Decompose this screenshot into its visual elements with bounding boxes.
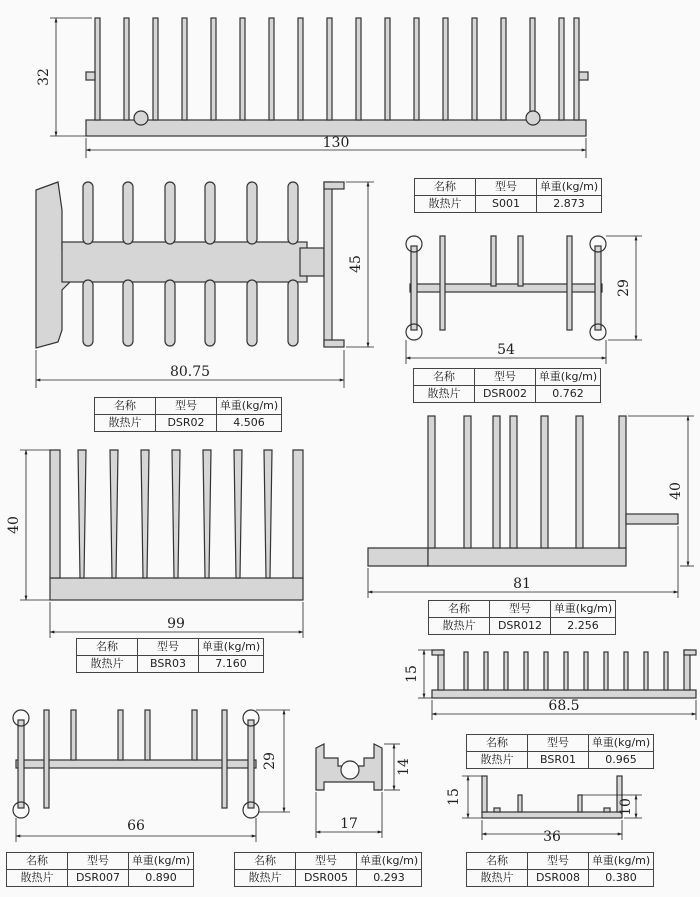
spec-table-dsr005: [234, 852, 422, 887]
dim-dsr008-height: 15: [446, 788, 462, 806]
profile-s001: [86, 18, 588, 136]
cell-model: DSR005: [296, 870, 357, 887]
dim-dsr002-height: 29: [616, 279, 632, 297]
header-weight: 单重(kg/m): [129, 853, 194, 870]
cell-weight: 7.160: [199, 656, 264, 673]
profile-dsr02: [36, 182, 344, 348]
profile-dsr008: [482, 776, 622, 818]
header-model: 型号: [475, 369, 536, 386]
header-name: 名称: [77, 639, 138, 656]
header-model: 型号: [138, 639, 199, 656]
header-model: 型号: [528, 853, 589, 870]
cell-name: 散热片: [7, 870, 68, 887]
dim-dsr02-width: 80.75: [169, 364, 211, 380]
dim-bsr01-height: 15: [404, 665, 420, 683]
cell-weight: 2.873: [537, 196, 602, 213]
profile-bsr03: [50, 450, 303, 600]
cell-weight: 2.256: [551, 618, 616, 635]
dim-s001-width: 130: [322, 135, 350, 151]
header-name: 名称: [7, 853, 68, 870]
header-name: 名称: [467, 853, 528, 870]
header-weight: 单重(kg/m): [551, 601, 616, 618]
cell-name: 散热片: [415, 196, 476, 213]
cell-weight: 0.380: [589, 870, 654, 887]
header-name: 名称: [467, 735, 528, 752]
header-name: 名称: [95, 398, 156, 415]
spec-table-dsr012: [428, 600, 616, 635]
cell-name: 散热片: [467, 752, 528, 769]
dim-dsr02-height: 45: [348, 255, 364, 273]
profile-dsr012: [368, 416, 678, 566]
profile-bsr01: [432, 650, 696, 698]
cell-model: DSR02: [156, 415, 217, 432]
dim-s001-height: 32: [36, 68, 52, 86]
dim-dsr007-width: 66: [127, 818, 145, 834]
cell-weight: 0.890: [129, 870, 194, 887]
header-model: 型号: [490, 601, 551, 618]
dim-bsr01-width: 68.5: [548, 698, 580, 714]
header-weight: 单重(kg/m): [589, 853, 654, 870]
spec-table-dsr007: [6, 852, 194, 887]
spec-table-dsr002: [413, 368, 601, 403]
dim-dsr012-height: 40: [668, 482, 684, 500]
header-weight: 单重(kg/m): [589, 735, 654, 752]
spec-table-dsr02: [94, 397, 282, 432]
cell-name: 散热片: [467, 870, 528, 887]
cell-name: 散热片: [414, 386, 475, 403]
header-name: 名称: [235, 853, 296, 870]
profile-dsr005: [316, 744, 382, 790]
cell-name: 散热片: [429, 618, 490, 635]
dim-dsr005-height: 14: [396, 758, 412, 776]
spec-table-dsr008: [466, 852, 654, 887]
header-model: 型号: [296, 853, 357, 870]
cell-model: BSR03: [138, 656, 199, 673]
header-weight: 单重(kg/m): [217, 398, 282, 415]
spec-table-bsr01: [466, 734, 654, 769]
header-model: 型号: [476, 179, 537, 196]
spec-table-s001: [414, 178, 602, 213]
dim-dsr005-width: 17: [340, 816, 358, 832]
cell-weight: 0.762: [536, 386, 601, 403]
cell-name: 散热片: [235, 870, 296, 887]
header-name: 名称: [429, 601, 490, 618]
cell-weight: 4.506: [217, 415, 282, 432]
cell-name: 散热片: [77, 656, 138, 673]
dim-dsr008-width: 36: [543, 829, 561, 845]
cell-weight: 0.965: [589, 752, 654, 769]
dim-dsr007-height: 29: [262, 752, 278, 770]
header-model: 型号: [528, 735, 589, 752]
header-model: 型号: [68, 853, 129, 870]
dim-bsr03-width: 99: [167, 616, 185, 632]
header-weight: 单重(kg/m): [536, 369, 601, 386]
cell-name: 散热片: [95, 415, 156, 432]
cell-model: DSR007: [68, 870, 129, 887]
cell-model: S001: [476, 196, 537, 213]
cell-model: DSR012: [490, 618, 551, 635]
header-name: 名称: [415, 179, 476, 196]
profile-dsr007: [13, 710, 259, 818]
header-name: 名称: [414, 369, 475, 386]
dim-bsr03-height: 40: [6, 516, 22, 534]
cell-model: DSR002: [475, 386, 536, 403]
dim-dsr012-width: 81: [513, 576, 531, 592]
header-weight: 单重(kg/m): [537, 179, 602, 196]
cell-model: DSR008: [528, 870, 589, 887]
dim-dsr008-inner-height: 10: [618, 798, 634, 816]
spec-table-bsr03: [76, 638, 264, 673]
header-weight: 单重(kg/m): [199, 639, 264, 656]
profile-dsr002: [406, 236, 606, 340]
cell-weight: 0.293: [357, 870, 422, 887]
dim-dsr002-width: 54: [497, 342, 515, 358]
header-model: 型号: [156, 398, 217, 415]
cell-model: BSR01: [528, 752, 589, 769]
header-weight: 单重(kg/m): [357, 853, 422, 870]
